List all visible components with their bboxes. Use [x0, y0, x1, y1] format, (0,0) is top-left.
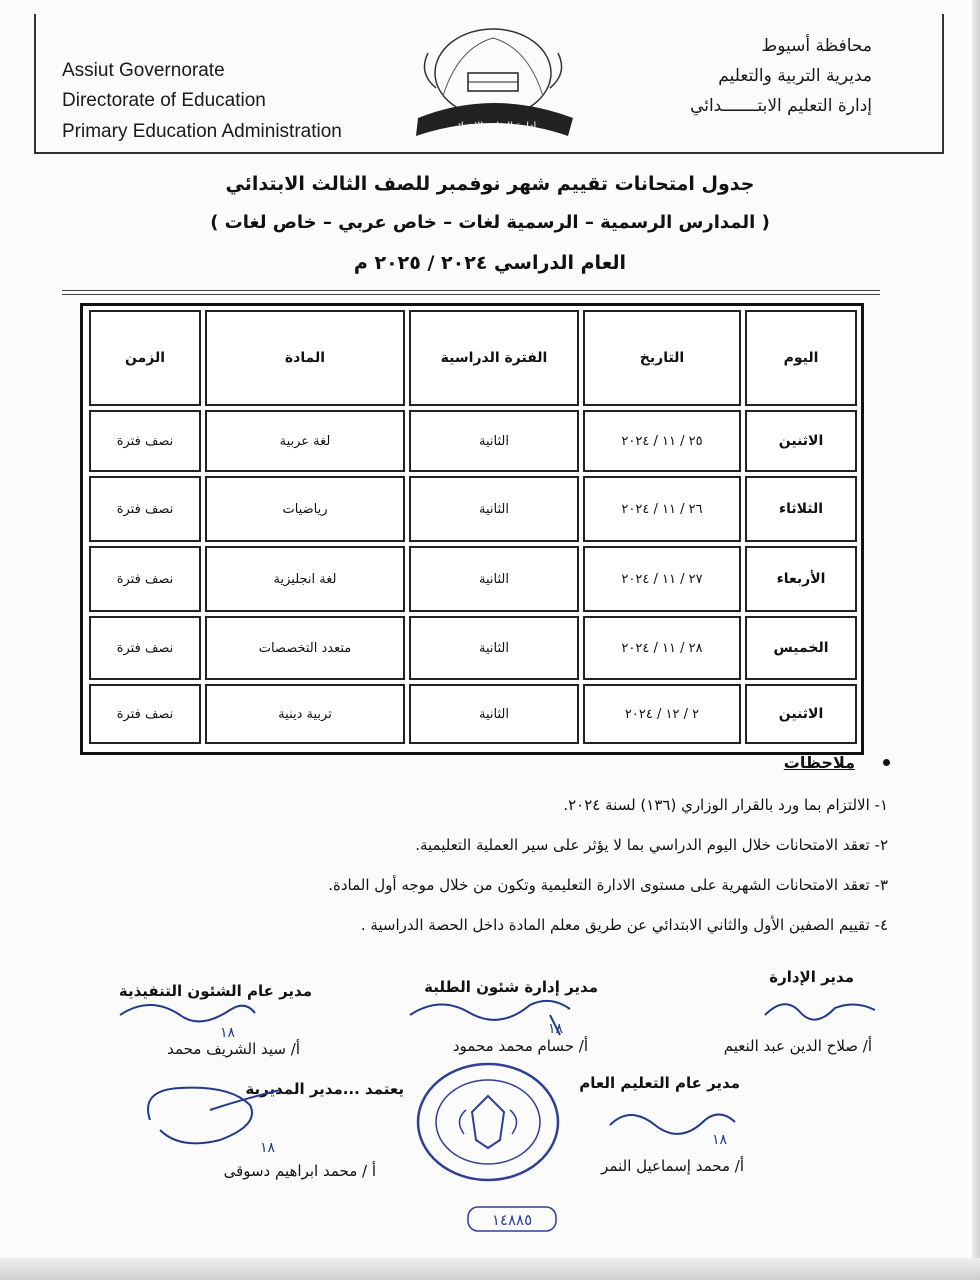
header-en-line-1: Assiut Governorate	[62, 60, 225, 81]
students-affairs-signature-icon	[400, 985, 580, 1040]
svg-text:١٤٨٨٥: ١٤٨٨٥	[491, 1211, 533, 1229]
header-day: اليوم	[745, 310, 857, 406]
title-divider-2	[62, 294, 880, 295]
notes-title: ملاحظات	[783, 753, 855, 772]
page-edge-shadow	[972, 0, 980, 1280]
directorate-approval-title: يعتمد ...مدير المديرية	[245, 1080, 404, 1098]
official-seal-stamp-icon	[414, 1060, 562, 1184]
executive-signature-icon	[110, 995, 260, 1045]
table-row-1-date: ٢٥ / ١١ / ٢٠٢٤	[583, 410, 741, 472]
table-row-2-subject: رياضيات	[205, 476, 405, 542]
table-row-2-duration: نصف فترة	[89, 476, 201, 542]
table-row-2-day: الثلاثاء	[745, 476, 857, 542]
students-affairs-name: أ/ حسام محمد محمود	[452, 1037, 588, 1055]
table-row-1-subject: لغة عربية	[205, 410, 405, 472]
note-4: ٤- تقييم الصفين الأول والثاني الابتدائي عن طريق معلم المادة داخل الحصة الدراسية .	[360, 916, 888, 934]
students-affairs-title: مدير إدارة شئون الطلبة	[424, 978, 598, 996]
header-subject: المادة	[205, 310, 405, 406]
header-ar-line-2: مديرية التربية والتعليم	[718, 66, 872, 86]
header-en-line-3: Primary Education Administration	[62, 121, 342, 142]
table-row-4-day: الخميس	[745, 616, 857, 680]
table-row-4-duration: نصف فترة	[89, 616, 201, 680]
admin-signature-icon	[760, 990, 880, 1030]
general-education-signature-icon	[600, 1100, 740, 1150]
executive-affairs-name: أ/ سيد الشريف محمد	[167, 1040, 300, 1058]
header-duration: الزمن	[89, 310, 201, 406]
table-row-5-duration: نصف فترة	[89, 684, 201, 744]
general-education-name: أ/ محمد إسماعيل النمر	[601, 1157, 744, 1175]
svg-text:إدارة التعليم الابتدائي: إدارة التعليم الابتدائي	[449, 121, 537, 132]
page-title: جدول امتحانات تقييم شهر نوفمبر للصف الثالث الابتدائي	[225, 173, 755, 195]
header-en-line-2: Directorate of Education	[62, 90, 266, 111]
table-row-5-subject: تربية دينية	[205, 684, 405, 744]
header-ar-line-1: محافظة أسيوط	[761, 36, 872, 56]
table-row-4-date: ٢٨ / ١١ / ٢٠٢٤	[583, 616, 741, 680]
exam-schedule-table	[80, 303, 864, 755]
stamp-number-icon	[466, 1205, 558, 1233]
svg-text:١٨: ١٨	[220, 1025, 236, 1041]
table-row-3-day: الأربعاء	[745, 546, 857, 612]
table-row-1-duration: نصف فترة	[89, 410, 201, 472]
header-ar-line-3: إدارة التعليم الابتـــــــدائي	[690, 96, 872, 116]
note-2: ٢- تعقد الامتحانات خلال اليوم الدراسي بما لا يؤثر على سير العملية التعليمية.	[415, 836, 888, 854]
title-divider	[62, 290, 880, 291]
header-period: الفترة الدراسية	[409, 310, 579, 406]
directorate-approval-name: أ / محمد ابراهيم دسوقى	[223, 1162, 376, 1180]
table-row-5-period: الثانية	[409, 684, 579, 744]
admin-director-title: مدير الإدارة	[769, 968, 854, 986]
table-row-4-subject: متعدد التخصصات	[205, 616, 405, 680]
table-row-1-day: الاثنين	[745, 410, 857, 472]
page-subtitle: ( المدارس الرسمية – الرسمية لغات – خاص عربي – خاص لغات )	[210, 212, 770, 233]
executive-affairs-title: مدير عام الشئون التنفيذية	[118, 982, 312, 1000]
table-row-3-period: الثانية	[409, 546, 579, 612]
table-row-3-duration: نصف فترة	[89, 546, 201, 612]
table-row-3-date: ٢٧ / ١١ / ٢٠٢٤	[583, 546, 741, 612]
directorate-signature-icon	[130, 1070, 290, 1160]
admin-director-name: أ/ صلاح الدين عبد النعيم	[723, 1037, 872, 1055]
svg-text:١٨: ١٨	[260, 1140, 276, 1156]
table-row-2-date: ٢٦ / ١١ / ٢٠٢٤	[583, 476, 741, 542]
table-row-5-day: الاثنين	[745, 684, 857, 744]
academic-year: العام الدراسي ٢٠٢٤ / ٢٠٢٥ م	[353, 252, 627, 274]
note-3: ٣- تعقد الامتحانات الشهرية على مستوى الادارة التعليمية وتكون من خلال موجه أول المادة.	[328, 876, 888, 894]
table-row-5-date: ٢ / ١٢ / ٢٠٢٤	[583, 684, 741, 744]
directorate-logo-icon	[388, 18, 598, 148]
table-row-2-period: الثانية	[409, 476, 579, 542]
table-row-4-period: الثانية	[409, 616, 579, 680]
svg-text:١٨: ١٨	[712, 1132, 728, 1148]
table-row-1-period: الثانية	[409, 410, 579, 472]
table-row-3-subject: لغة انجليزية	[205, 546, 405, 612]
notes-bullet	[883, 759, 890, 766]
header-date: التاريخ	[583, 310, 741, 406]
svg-text:١٨: ١٨	[548, 1021, 564, 1037]
general-education-title: مدير عام التعليم العام	[579, 1074, 740, 1092]
page-bottom-shadow	[0, 1258, 980, 1280]
note-1: ١- الالتزام بما ورد بالقرار الوزاري (١٣٦) لسنة ٢٠٢٤.	[563, 796, 888, 814]
